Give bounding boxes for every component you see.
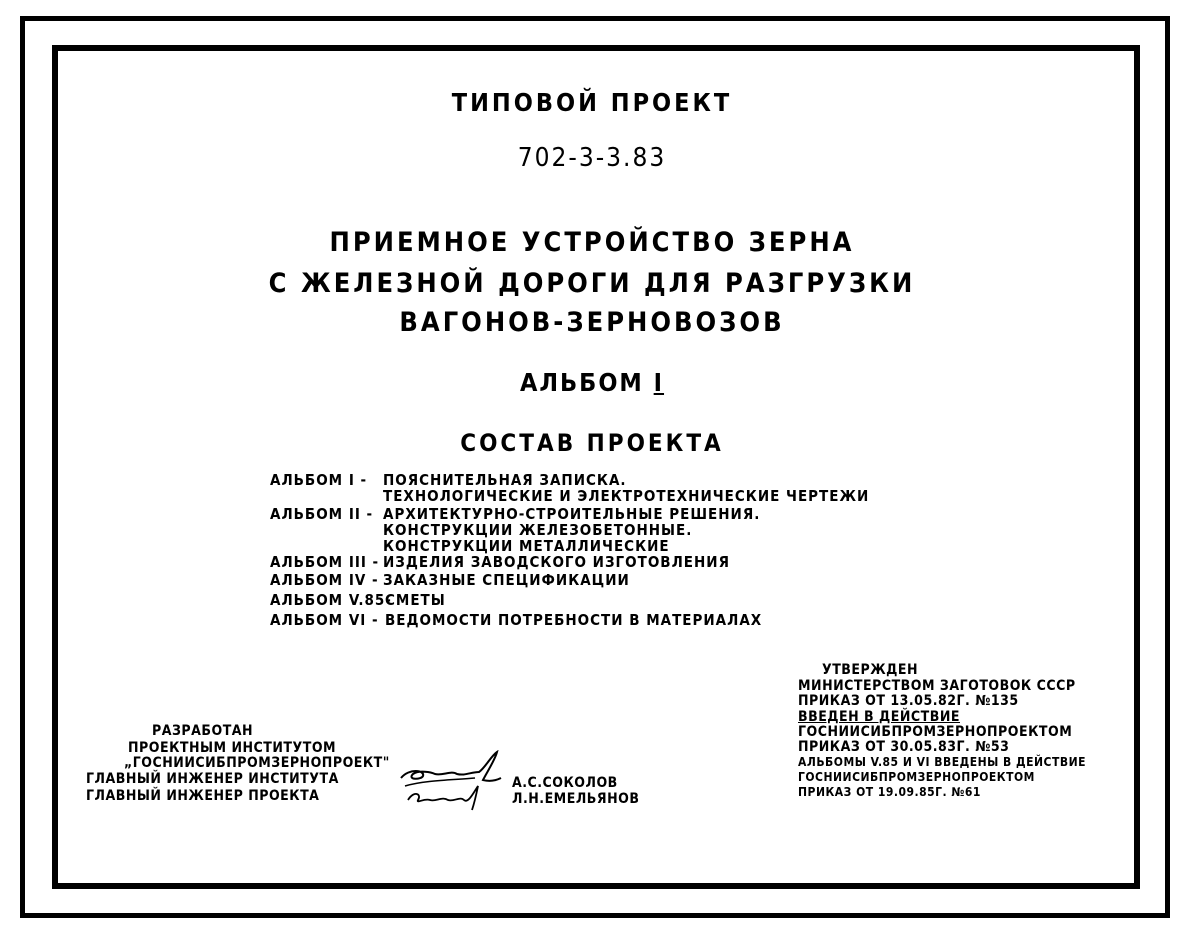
composition-item-1-line-1: ПОЯСНИТЕЛЬНАЯ ЗАПИСКА. xyxy=(383,471,627,489)
composition-item-6-line-1: ВЕДОМОСТИ ПОТРЕБНОСТИ В МАТЕРИАЛАХ xyxy=(385,611,763,629)
approved-line-4: ВВЕДЕН В ДЕЙСТВИЕ xyxy=(798,709,960,725)
composition-item-4-line-1: ЗАКАЗНЫЕ СПЕЦИФИКАЦИИ xyxy=(383,571,630,589)
chief-engineer-project: ГЛАВНЫЙ ИНЖЕНЕР ПРОЕКТА xyxy=(86,788,320,804)
chief-engineer-institute: ГЛАВНЫЙ ИНЖЕНЕР ИНСТИТУТА xyxy=(86,771,339,787)
approved-line-7: АЛЬБОМЫ V.85 И VI ВВЕДЕНЫ В ДЕЙСТВИЕ xyxy=(798,755,1086,769)
approved-line-5: ГОСНИИСИБПРОМЗЕРНОПРОЕКТОМ xyxy=(798,724,1073,740)
approved-line-9: ПРИКАЗ ОТ 19.09.85Г. №61 xyxy=(798,785,981,799)
album-title xyxy=(0,368,1184,397)
title-line-1: ПРИЕМНОЕ УСТРОЙСТВО ЗЕРНА xyxy=(329,227,855,258)
title-line-2: С ЖЕЛЕЗНОЙ ДОРОГИ ДЛЯ РАЗГРУЗКИ xyxy=(268,268,916,299)
project-type: ТИПОВОЙ ПРОЕКТ xyxy=(451,88,733,117)
approved-line-3: ПРИКАЗ ОТ 13.05.82Г. №135 xyxy=(798,693,1019,709)
composition-item-2-label: АЛЬБОМ II - xyxy=(270,505,374,523)
composition-item-6-label: АЛЬБОМ VI - xyxy=(270,611,379,629)
composition-item-4-label: АЛЬБОМ IV - xyxy=(270,571,379,589)
developed-line-3: „ГОСНИИСИБПРОМЗЕРНОПРОЕКТ" xyxy=(124,755,390,771)
name-emelyanov: Л.Н.ЕМЕЛЬЯНОВ xyxy=(512,791,640,807)
approved-line-8: ГОСНИИСИБПРОМЗЕРНОПРОЕКТОМ xyxy=(798,770,1035,784)
developed-line-2: ПРОЕКТНЫМ ИНСТИТУТОМ xyxy=(128,740,337,756)
title-line-3: ВАГОНОВ-ЗЕРНОВОЗОВ xyxy=(399,307,785,338)
composition-item-3-line-1: ИЗДЕЛИЯ ЗАВОДСКОГО ИЗГОТОВЛЕНИЯ xyxy=(383,553,730,571)
composition-item-2-line-1: АРХИТЕКТУРНО-СТРОИТЕЛЬНЫЕ РЕШЕНИЯ. xyxy=(383,505,761,523)
developed-line-1: РАЗРАБОТАН xyxy=(152,723,254,739)
album-label: АЛЬБОМ xyxy=(519,368,644,397)
name-sokolov: А.С.СОКОЛОВ xyxy=(512,775,618,791)
composition-item-3-label: АЛЬБОМ III - xyxy=(270,553,380,571)
composition-item-1-line-2: ТЕХНОЛОГИЧЕСКИЕ И ЭЛЕКТРОТЕХНИЧЕСКИЕ ЧЕРТЕЖИ xyxy=(383,487,870,505)
signature-emelyanov xyxy=(402,780,492,816)
approved-line-2: МИНИСТЕРСТВОМ ЗАГОТОВОК СССР xyxy=(798,678,1076,694)
composition-item-2-line-3: КОНСТРУКЦИИ МЕТАЛЛИЧЕСКИЕ xyxy=(383,537,670,555)
project-number: 702-3-3.83 xyxy=(517,143,667,173)
approved-line-1: УТВЕРЖДЕН xyxy=(822,662,919,678)
composition-item-5-line-1: СМЕТЫ xyxy=(385,591,446,609)
composition-item-1-label: АЛЬБОМ I - xyxy=(270,471,368,489)
approved-line-6: ПРИКАЗ ОТ 30.05.83Г. №53 xyxy=(798,739,1010,755)
composition-heading: СОСТАВ ПРОЕКТА xyxy=(460,429,724,457)
composition-item-2-line-2: КОНСТРУКЦИИ ЖЕЛЕЗОБЕТОННЫЕ. xyxy=(383,521,693,539)
composition-item-5-label: АЛЬБОМ V.85- xyxy=(270,591,392,609)
album-numeral: I xyxy=(653,368,665,397)
